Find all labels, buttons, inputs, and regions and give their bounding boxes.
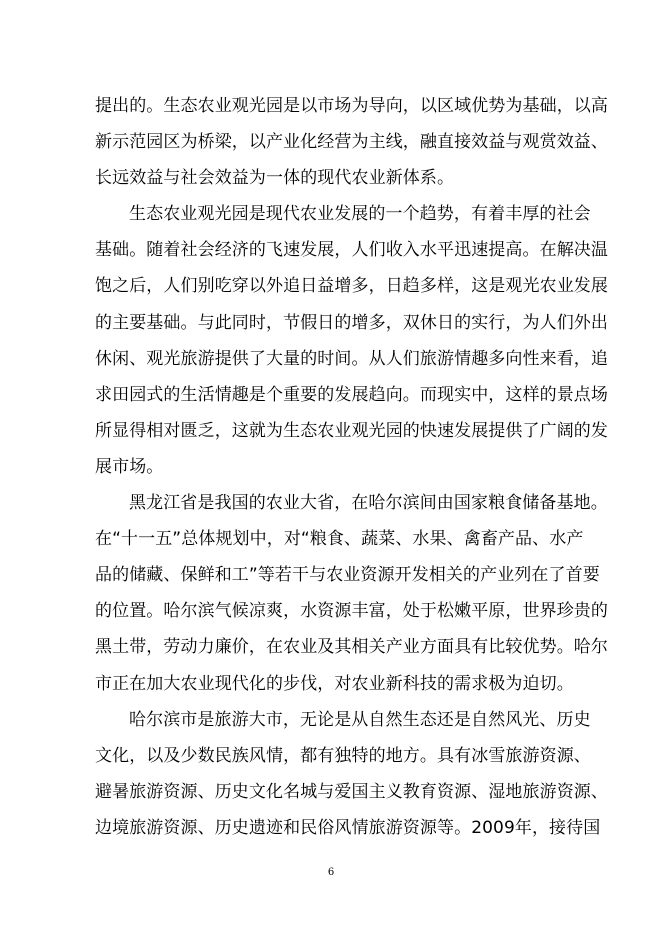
document-body (95, 88, 608, 846)
text-line: 展市场。 (95, 456, 164, 477)
text-line: 新示范园区为桥梁，以产业化经营为主线，融直接效益与观赏效益、 (95, 132, 608, 153)
text-line: 边境旅游资源、历史遗迹和民俗风情旅游资源等。2009年，接待国 (95, 817, 601, 838)
text-line: 提出的。生态农业观光园是以市场为导向，以区域优势为基础，以高 (95, 96, 608, 116)
page-number: 6 (327, 867, 335, 878)
text-line: 饱之后，人们别吃穿以外追日益增多，日趋多样，这是观光农业发展 (95, 276, 608, 297)
text-line: 长远效益与社会效益为一体的现代农业新体系。 (95, 168, 455, 189)
text-line: 休闲、观光旅游提供了大量的时间。从人们旅游情趣多向性来看，追 (95, 348, 608, 369)
text-line: 的主要基础。与此同时，节假日的增多，双休日的实行，为人们外出 (95, 312, 608, 333)
paragraph-start-line: 哈尔滨市是旅游大市，无论是从自然生态还是自然风光、历史 (129, 709, 591, 730)
text-line: 在“十一五”总体规划中，对“粮食、蔬菜、水果、禽畜产品、水产 (95, 529, 584, 550)
paragraph-start-line: 生态农业观光园是现代农业发展的一个趋势，有着丰厚的社会 (129, 204, 591, 225)
text-line: 避暑旅游资源、历史文化名城与爱国主义教育资源、湿地旅游资源、 (95, 781, 608, 802)
text-line: 所显得相对匮乏，这就为生态农业观光园的快速发展提供了广阔的发 (95, 420, 608, 441)
text-line: 求田园式的生活情趣是个重要的发展趋向。而现实中，这样的景点场 (95, 384, 608, 405)
text-line: 黑土带，劳动力廉价，在农业及其相关产业方面具有比较优势。哈尔 (95, 637, 608, 658)
paragraph-start-line: 黑龙江省是我国的农业大省，在哈尔滨间由国家粮食储备基地。 (129, 493, 608, 514)
text-line: 的位置。哈尔滨气候凉爽，水资源丰富，处于松嫩平原，世界珍贵的 (95, 601, 608, 622)
text-line: 文化，以及少数民族风情，都有独特的地方。具有冰雪旅游资源、 (95, 745, 591, 766)
text-line: 市正在加大农业现代化的步伐，对农业新科技的需求极为迫切。 (95, 673, 574, 694)
text-line: 品的储藏、保鲜和工”等若干与农业资源开发相关的产业列在了首要 (95, 565, 600, 586)
text-line: 基础。随着社会经济的飞速发展，人们收入水平迅速提高。在解决温 (95, 240, 608, 261)
